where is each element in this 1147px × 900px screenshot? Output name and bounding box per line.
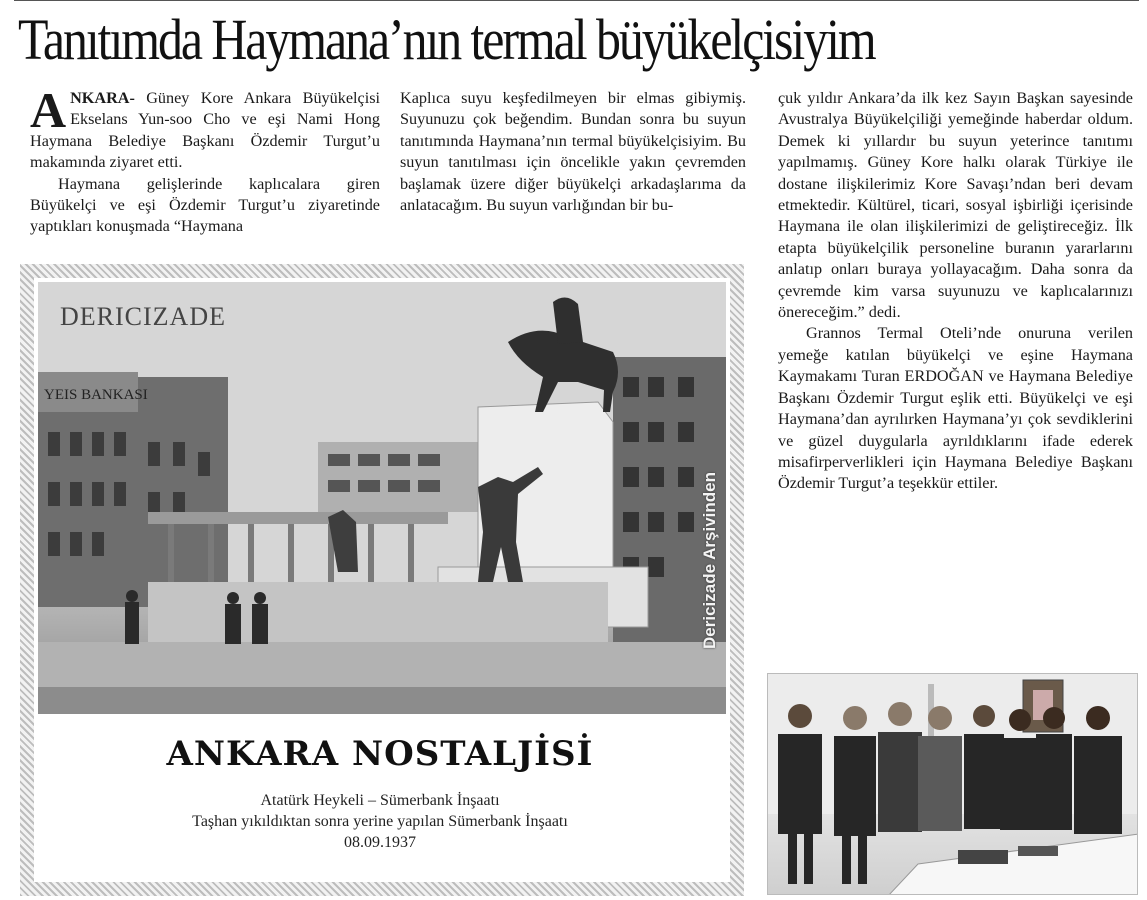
caption-line-2: Taşhan yıkıldıktan sonra yerine yapılan Sümerbank İnşaatı [192,813,568,830]
article-column-1 [30,82,380,238]
article-paragraph-4: çuk yıldır Ankara’da ilk kez Sayın Başkan sayesinde Avustralya Büyükelçiliği yemeğinde haberdar oldum. Demek ki yıllardır bu suyun yeterince tanıtımı yapılmamış. Güney Kore halkı olarak Türkiye ile dostane ilişkilerimiz Kore Savaşı’ndan beri devam etmektedir. Kültürel, ticari, sosyal işbirliği içerisinde Haymana ile olan ilişkilerimizi de geliştireceğiz. İlk etapta büyükelçilik personeline buranın yararlarını anlatıp onları buraya yollayacağım. Daha sonra da çevremde kim varsa suyunuzu ve kaplıcalarınızı önereceğim.” dedi. [778,89,1133,322]
dropcap: A [30,82,67,138]
dericizade-logo: DERICIZADE [60,302,226,331]
article-paragraph-5: Grannos Termal Oteli’nde onuruna verilen yemeğe katılan büyükelçi ve eşine Haymana Kaymakamı Turan ERDOĞAN ve Haymana Belediye Başkanı Özdemir Turgut eşlik etti. Büyükelçi ve eşi Haymana’dan ayrılırken Haymana’yı çok sevdiklerini ve güzel duygularla ayrıldıklarını ifade ederek misafirperverlikleri için Haymana Belediye Başkanı Özdemir Turgut’a teşekkür ettiler. [778,324,1133,493]
article-paragraph-3: Kaplıca suyu keşfedilmeyen bir elmas gibiymiş. Suyunuzu çok beğendim. Bundan sonra bu suyun tanıtımında Haymana’nın termal büyükelçisiyim. Bu suyun tanıtılması için öncelikle yakın çevremden başlamak üzere diğer büyükelçi arkadaşlarıma da anlatacağım. Bu suyun varlığından bir bu- [400,89,746,215]
nostalgia-inner [34,278,730,882]
headline: Tanıtımda Haymana’nın termal büyükelçisiyim [18,7,875,72]
group-photo-illustration [768,674,1138,895]
top-rule [14,0,1139,1]
group-photo [767,673,1138,895]
dateline: NKARA- [70,89,135,107]
nostalgia-box [20,264,744,896]
article-paragraph-1 [30,82,380,174]
nostalgia-title: ANKARA NOSTALJİSİ [166,734,594,774]
article-column-3 [778,88,1133,495]
bank-sign: YEIS BANKASI [44,387,148,403]
article-lead: Güney Kore Ankara Büyükelçisi Ekselans Yun-soo Cho ve eşi Nami Hong Haymana Belediye Başkanı Özdemir Turgut’u makamında ziyaret etti. [30,89,380,172]
caption-line-1: Atatürk Heykeli – Sümerbank İnşaatı [260,792,500,809]
caption-line-3: 08.09.1937 [344,834,416,851]
historic-photo [38,282,726,714]
nostalgia-caption [34,790,726,853]
photo-credit: Dericizade Arşivinden [700,472,719,649]
historic-photo-illustration [38,282,726,714]
article-column-2 [400,88,746,216]
article-paragraph-2: Haymana gelişlerinde kaplıcalara giren Büyükelçi ve eşi Özdemir Turgut’u ziyaretinde yaptıkları konuşmada “Haymana [30,174,380,236]
